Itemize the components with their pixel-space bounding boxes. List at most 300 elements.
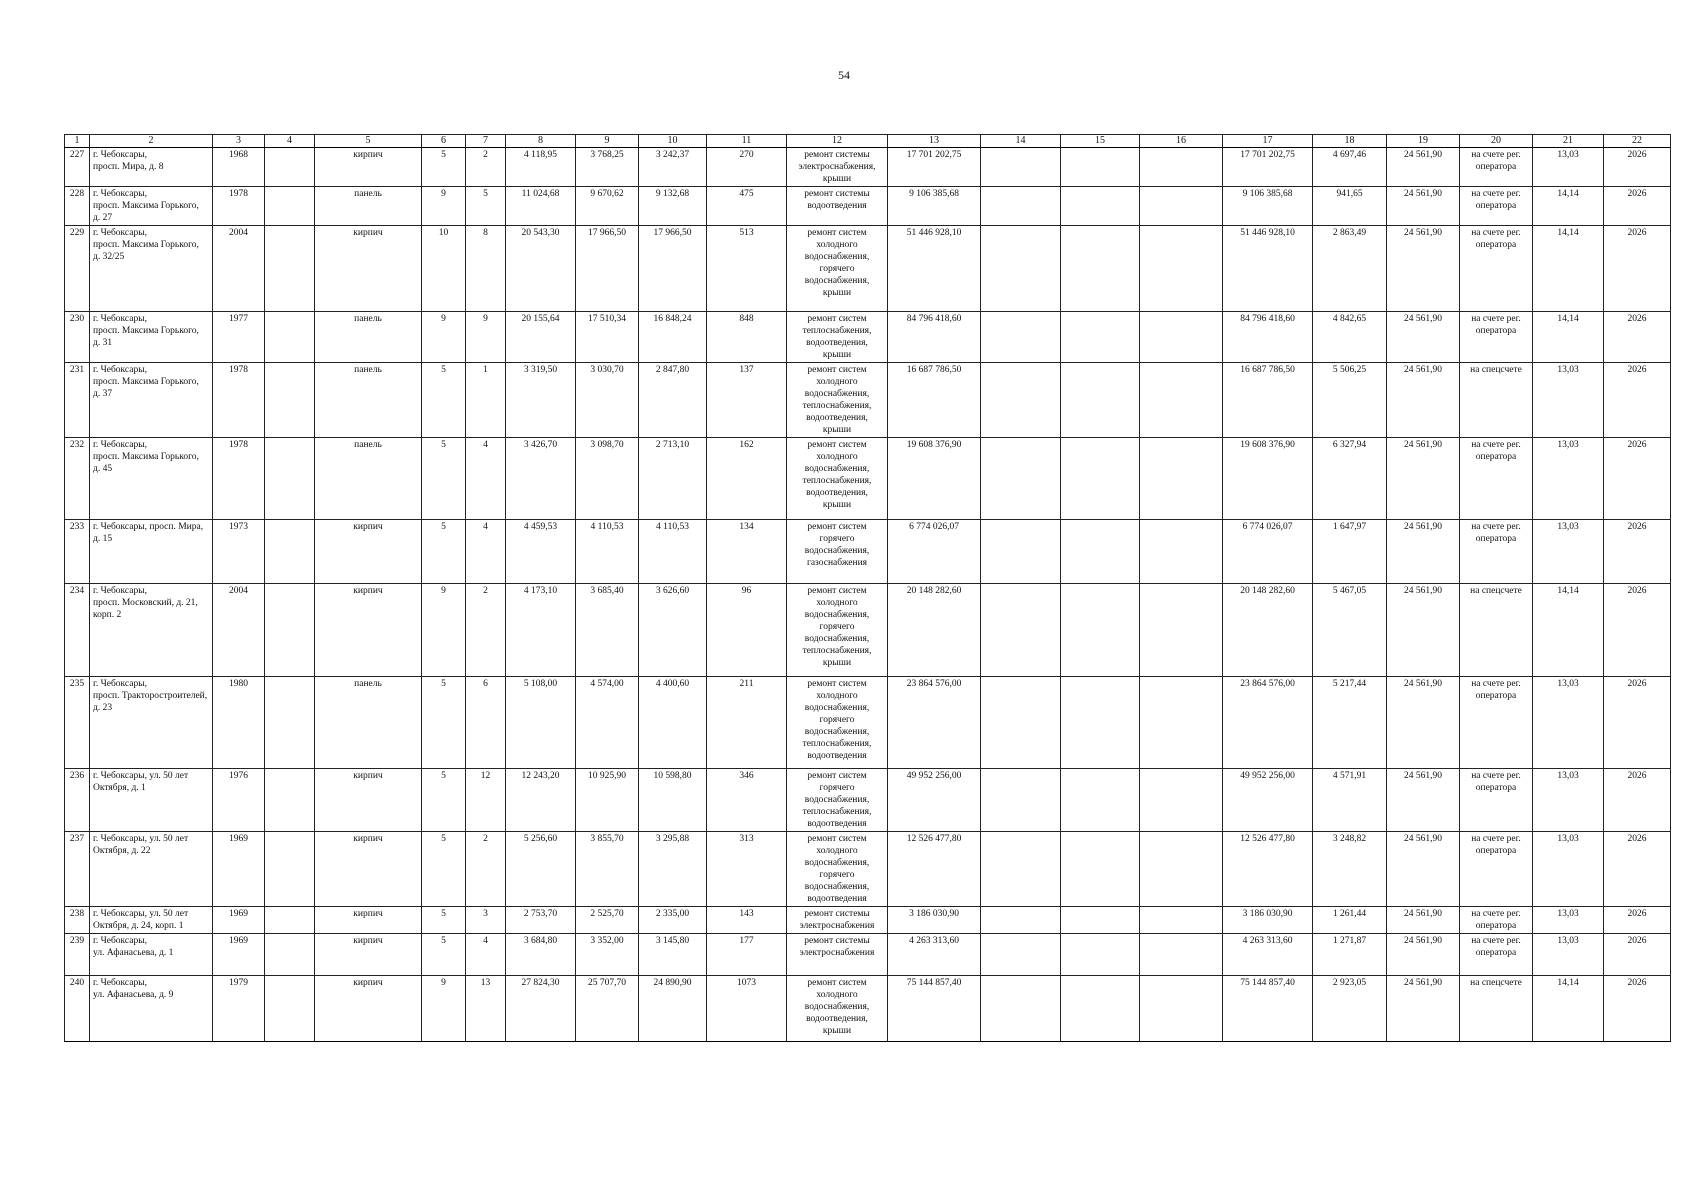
cell-col-12: ремонт системы электроснабжения	[787, 934, 888, 976]
cell-col-6: 5	[422, 907, 466, 934]
cell-col-21: 13,03	[1533, 438, 1604, 520]
cell-col-8: 4 459,53	[506, 520, 576, 584]
cell-col-8: 5 256,60	[506, 832, 576, 907]
cell-col-14	[981, 312, 1061, 363]
cell-col-11: 270	[707, 148, 787, 187]
cell-col-21: 14,14	[1533, 584, 1604, 677]
cell-col-17: 23 864 576,00	[1223, 677, 1313, 769]
cell-col-5: панель	[315, 677, 422, 769]
cell-col-4	[265, 832, 315, 907]
table-row	[65, 226, 1671, 312]
cell-col-4	[265, 312, 315, 363]
cell-col-17: 16 687 786,50	[1223, 363, 1313, 438]
cell-col-11: 346	[707, 769, 787, 832]
cell-col-20: на счете рег. оператора	[1460, 226, 1533, 312]
cell-col-16	[1140, 976, 1223, 1042]
cell-col-15	[1061, 226, 1140, 312]
cell-col-9: 10 925,90	[576, 769, 639, 832]
column-number-header	[65, 135, 1671, 148]
cell-col-21: 13,03	[1533, 832, 1604, 907]
cell-col-8: 4 118,95	[506, 148, 576, 187]
cell-col-4	[265, 520, 315, 584]
cell-col-22: 2026	[1604, 312, 1671, 363]
cell-col-10: 2 335,00	[639, 907, 707, 934]
cell-col-8: 20 543,30	[506, 226, 576, 312]
cell-col-18: 1 271,87	[1313, 934, 1387, 976]
cell-col-4	[265, 769, 315, 832]
cell-col-3: 1979	[213, 976, 265, 1042]
cell-col-10: 3 295,88	[639, 832, 707, 907]
cell-col-1: 234	[65, 584, 90, 677]
cell-col-7: 2	[466, 148, 506, 187]
cell-col-16	[1140, 934, 1223, 976]
cell-col-22: 2026	[1604, 520, 1671, 584]
cell-col-21: 13,03	[1533, 677, 1604, 769]
cell-col-17: 49 952 256,00	[1223, 769, 1313, 832]
column-header-21: 21	[1533, 135, 1604, 148]
cell-col-18: 4 842,65	[1313, 312, 1387, 363]
cell-col-14	[981, 832, 1061, 907]
cell-col-14	[981, 584, 1061, 677]
cell-col-5: панель	[315, 363, 422, 438]
cell-col-3: 1978	[213, 187, 265, 226]
cell-col-2: г. Чебоксары, ул. Афанасьева, д. 1	[90, 934, 213, 976]
cell-col-19: 24 561,90	[1387, 832, 1460, 907]
cell-col-2: г. Чебоксары, просп. Максима Горького, д. 45	[90, 438, 213, 520]
cell-col-13: 16 687 786,50	[888, 363, 981, 438]
cell-col-12: ремонт систем горячего водоснабжения, газоснабжения	[787, 520, 888, 584]
table-row	[65, 907, 1671, 934]
cell-col-15	[1061, 584, 1140, 677]
cell-col-15	[1061, 832, 1140, 907]
cell-col-16	[1140, 363, 1223, 438]
cell-col-1: 237	[65, 832, 90, 907]
cell-col-19: 24 561,90	[1387, 148, 1460, 187]
column-header-22: 22	[1604, 135, 1671, 148]
column-header-20: 20	[1460, 135, 1533, 148]
cell-col-9: 3 768,25	[576, 148, 639, 187]
cell-col-1: 228	[65, 187, 90, 226]
cell-col-14	[981, 976, 1061, 1042]
cell-col-17: 20 148 282,60	[1223, 584, 1313, 677]
capital-repair-table	[64, 134, 1671, 1042]
cell-col-2: г. Чебоксары, просп. Максима Горького, д. 27	[90, 187, 213, 226]
cell-col-15	[1061, 769, 1140, 832]
cell-col-1: 229	[65, 226, 90, 312]
cell-col-12: ремонт систем холодного водоснабжения, водоотведения, крыши	[787, 976, 888, 1042]
cell-col-5: кирпич	[315, 907, 422, 934]
cell-col-13: 84 796 418,60	[888, 312, 981, 363]
cell-col-15	[1061, 677, 1140, 769]
table-row	[65, 976, 1671, 1042]
cell-col-16	[1140, 226, 1223, 312]
cell-col-19: 24 561,90	[1387, 187, 1460, 226]
cell-col-5: панель	[315, 438, 422, 520]
cell-col-3: 1973	[213, 520, 265, 584]
cell-col-19: 24 561,90	[1387, 907, 1460, 934]
cell-col-20: на счете рег. оператора	[1460, 677, 1533, 769]
cell-col-1: 233	[65, 520, 90, 584]
cell-col-13: 51 446 928,10	[888, 226, 981, 312]
column-header-7: 7	[466, 135, 506, 148]
cell-col-14	[981, 363, 1061, 438]
column-header-15: 15	[1061, 135, 1140, 148]
cell-col-4	[265, 226, 315, 312]
cell-col-11: 475	[707, 187, 787, 226]
cell-col-12: ремонт систем холодного водоснабжения, теплоснабжения, водоотведения, крыши	[787, 438, 888, 520]
cell-col-12: ремонт системы электроснабжения, крыши	[787, 148, 888, 187]
cell-col-1: 239	[65, 934, 90, 976]
cell-col-11: 1073	[707, 976, 787, 1042]
cell-col-18: 6 327,94	[1313, 438, 1387, 520]
cell-col-12: ремонт систем холодного водоснабжения, горячего водоснабжения, водоотведения	[787, 832, 888, 907]
cell-col-17: 75 144 857,40	[1223, 976, 1313, 1042]
cell-col-11: 313	[707, 832, 787, 907]
cell-col-6: 5	[422, 832, 466, 907]
column-header-17: 17	[1223, 135, 1313, 148]
cell-col-17: 6 774 026,07	[1223, 520, 1313, 584]
cell-col-6: 9	[422, 187, 466, 226]
cell-col-22: 2026	[1604, 187, 1671, 226]
cell-col-3: 1976	[213, 769, 265, 832]
cell-col-2: г. Чебоксары, ул. 50 лет Октября, д. 22	[90, 832, 213, 907]
cell-col-22: 2026	[1604, 363, 1671, 438]
cell-col-7: 13	[466, 976, 506, 1042]
cell-col-14	[981, 934, 1061, 976]
cell-col-2: г. Чебоксары, ул. 50 лет Октября, д. 1	[90, 769, 213, 832]
cell-col-7: 4	[466, 438, 506, 520]
cell-col-10: 4 110,53	[639, 520, 707, 584]
cell-col-17: 17 701 202,75	[1223, 148, 1313, 187]
cell-col-5: кирпич	[315, 226, 422, 312]
cell-col-2: г. Чебоксары, просп. Максима Горького, д. 32/25	[90, 226, 213, 312]
cell-col-3: 1969	[213, 832, 265, 907]
cell-col-3: 1978	[213, 363, 265, 438]
column-header-13: 13	[888, 135, 981, 148]
cell-col-11: 137	[707, 363, 787, 438]
cell-col-1: 227	[65, 148, 90, 187]
cell-col-21: 13,03	[1533, 907, 1604, 934]
cell-col-18: 941,65	[1313, 187, 1387, 226]
cell-col-5: кирпич	[315, 832, 422, 907]
cell-col-20: на спецсчете	[1460, 976, 1533, 1042]
cell-col-11: 96	[707, 584, 787, 677]
cell-col-2: г. Чебоксары, ул. 50 лет Октября, д. 24, корп. 1	[90, 907, 213, 934]
cell-col-5: кирпич	[315, 148, 422, 187]
column-header-6: 6	[422, 135, 466, 148]
cell-col-20: на счете рег. оператора	[1460, 520, 1533, 584]
cell-col-16	[1140, 907, 1223, 934]
cell-col-11: 513	[707, 226, 787, 312]
cell-col-22: 2026	[1604, 677, 1671, 769]
cell-col-19: 24 561,90	[1387, 438, 1460, 520]
cell-col-1: 235	[65, 677, 90, 769]
cell-col-3: 2004	[213, 584, 265, 677]
cell-col-22: 2026	[1604, 769, 1671, 832]
cell-col-20: на спецсчете	[1460, 584, 1533, 677]
cell-col-16	[1140, 677, 1223, 769]
cell-col-19: 24 561,90	[1387, 934, 1460, 976]
cell-col-3: 1969	[213, 934, 265, 976]
table-row	[65, 312, 1671, 363]
cell-col-4	[265, 363, 315, 438]
cell-col-14	[981, 907, 1061, 934]
cell-col-22: 2026	[1604, 907, 1671, 934]
cell-col-13: 3 186 030,90	[888, 907, 981, 934]
cell-col-20: на счете рег. оператора	[1460, 934, 1533, 976]
cell-col-13: 75 144 857,40	[888, 976, 981, 1042]
cell-col-22: 2026	[1604, 148, 1671, 187]
cell-col-7: 4	[466, 520, 506, 584]
cell-col-2: г. Чебоксары, ул. Афанасьева, д. 9	[90, 976, 213, 1042]
cell-col-10: 9 132,68	[639, 187, 707, 226]
cell-col-21: 14,14	[1533, 187, 1604, 226]
column-header-16: 16	[1140, 135, 1223, 148]
column-header-12: 12	[787, 135, 888, 148]
cell-col-1: 230	[65, 312, 90, 363]
cell-col-20: на счете рег. оператора	[1460, 438, 1533, 520]
cell-col-13: 20 148 282,60	[888, 584, 981, 677]
cell-col-8: 4 173,10	[506, 584, 576, 677]
cell-col-7: 2	[466, 832, 506, 907]
cell-col-4	[265, 187, 315, 226]
cell-col-12: ремонт систем теплоснабжения, водоотведения, крыши	[787, 312, 888, 363]
cell-col-22: 2026	[1604, 584, 1671, 677]
table-body	[65, 148, 1671, 1042]
cell-col-13: 12 526 477,80	[888, 832, 981, 907]
cell-col-11: 848	[707, 312, 787, 363]
cell-col-18: 1 647,97	[1313, 520, 1387, 584]
cell-col-6: 5	[422, 677, 466, 769]
cell-col-4	[265, 934, 315, 976]
cell-col-5: кирпич	[315, 976, 422, 1042]
cell-col-13: 23 864 576,00	[888, 677, 981, 769]
cell-col-21: 13,03	[1533, 769, 1604, 832]
cell-col-10: 2 847,80	[639, 363, 707, 438]
cell-col-9: 3 855,70	[576, 832, 639, 907]
cell-col-5: кирпич	[315, 769, 422, 832]
cell-col-3: 1968	[213, 148, 265, 187]
cell-col-7: 9	[466, 312, 506, 363]
cell-col-17: 19 608 376,90	[1223, 438, 1313, 520]
cell-col-15	[1061, 907, 1140, 934]
cell-col-15	[1061, 976, 1140, 1042]
cell-col-10: 3 626,60	[639, 584, 707, 677]
cell-col-18: 5 217,44	[1313, 677, 1387, 769]
cell-col-9: 25 707,70	[576, 976, 639, 1042]
cell-col-9: 3 685,40	[576, 584, 639, 677]
cell-col-8: 3 426,70	[506, 438, 576, 520]
cell-col-11: 134	[707, 520, 787, 584]
cell-col-18: 4 571,91	[1313, 769, 1387, 832]
cell-col-12: ремонт системы электроснабжения	[787, 907, 888, 934]
cell-col-21: 14,14	[1533, 226, 1604, 312]
cell-col-19: 24 561,90	[1387, 584, 1460, 677]
cell-col-20: на счете рег. оператора	[1460, 312, 1533, 363]
column-header-14: 14	[981, 135, 1061, 148]
cell-col-22: 2026	[1604, 832, 1671, 907]
table-row	[65, 363, 1671, 438]
cell-col-6: 5	[422, 438, 466, 520]
column-header-5: 5	[315, 135, 422, 148]
cell-col-4	[265, 907, 315, 934]
cell-col-10: 16 848,24	[639, 312, 707, 363]
cell-col-17: 12 526 477,80	[1223, 832, 1313, 907]
cell-col-1: 238	[65, 907, 90, 934]
cell-col-16	[1140, 832, 1223, 907]
cell-col-15	[1061, 438, 1140, 520]
cell-col-18: 2 923,05	[1313, 976, 1387, 1042]
cell-col-11: 162	[707, 438, 787, 520]
cell-col-13: 17 701 202,75	[888, 148, 981, 187]
table-row	[65, 187, 1671, 226]
cell-col-10: 2 713,10	[639, 438, 707, 520]
table-row	[65, 934, 1671, 976]
capital-repair-table-sheet	[64, 134, 1671, 1042]
cell-col-15	[1061, 187, 1140, 226]
column-header-2: 2	[90, 135, 213, 148]
cell-col-16	[1140, 769, 1223, 832]
column-header-11: 11	[707, 135, 787, 148]
cell-col-17: 9 106 385,68	[1223, 187, 1313, 226]
cell-col-2: г. Чебоксары, просп. Мира, д. 8	[90, 148, 213, 187]
table-row	[65, 769, 1671, 832]
table-row	[65, 148, 1671, 187]
cell-col-2: г. Чебоксары, просп. Тракторостроителей, д. 23	[90, 677, 213, 769]
cell-col-7: 6	[466, 677, 506, 769]
cell-col-22: 2026	[1604, 226, 1671, 312]
cell-col-10: 10 598,80	[639, 769, 707, 832]
cell-col-4	[265, 976, 315, 1042]
cell-col-8: 5 108,00	[506, 677, 576, 769]
column-header-19: 19	[1387, 135, 1460, 148]
cell-col-8: 2 753,70	[506, 907, 576, 934]
cell-col-18: 5 467,05	[1313, 584, 1387, 677]
cell-col-5: панель	[315, 187, 422, 226]
cell-col-16	[1140, 187, 1223, 226]
cell-col-16	[1140, 584, 1223, 677]
cell-col-6: 9	[422, 312, 466, 363]
cell-col-14	[981, 520, 1061, 584]
cell-col-22: 2026	[1604, 934, 1671, 976]
cell-col-22: 2026	[1604, 438, 1671, 520]
cell-col-8: 12 243,20	[506, 769, 576, 832]
cell-col-10: 4 400,60	[639, 677, 707, 769]
cell-col-16	[1140, 520, 1223, 584]
cell-col-2: г. Чебоксары, просп. Московский, д. 21, корп. 2	[90, 584, 213, 677]
cell-col-15	[1061, 312, 1140, 363]
cell-col-13: 9 106 385,68	[888, 187, 981, 226]
cell-col-1: 236	[65, 769, 90, 832]
cell-col-7: 2	[466, 584, 506, 677]
cell-col-17: 4 263 313,60	[1223, 934, 1313, 976]
cell-col-15	[1061, 934, 1140, 976]
cell-col-12: ремонт систем горячего водоснабжения, теплоснабжения, водоотведения	[787, 769, 888, 832]
cell-col-14	[981, 187, 1061, 226]
cell-col-9: 9 670,62	[576, 187, 639, 226]
cell-col-11: 177	[707, 934, 787, 976]
cell-col-10: 24 890,90	[639, 976, 707, 1042]
cell-col-8: 3 684,80	[506, 934, 576, 976]
table-row	[65, 438, 1671, 520]
cell-col-6: 5	[422, 934, 466, 976]
column-header-8: 8	[506, 135, 576, 148]
column-header-4: 4	[265, 135, 315, 148]
cell-col-9: 17 966,50	[576, 226, 639, 312]
cell-col-12: ремонт систем холодного водоснабжения, теплоснабжения, водоотведения, крыши	[787, 363, 888, 438]
cell-col-6: 9	[422, 976, 466, 1042]
cell-col-21: 13,03	[1533, 148, 1604, 187]
cell-col-15	[1061, 363, 1140, 438]
cell-col-12: ремонт систем холодного водоснабжения, горячего водоснабжения, теплоснабжения, водоотведения	[787, 677, 888, 769]
cell-col-11: 143	[707, 907, 787, 934]
cell-col-2: г. Чебоксары, просп. Максима Горького, д. 37	[90, 363, 213, 438]
cell-col-11: 211	[707, 677, 787, 769]
cell-col-21: 14,14	[1533, 976, 1604, 1042]
cell-col-6: 5	[422, 520, 466, 584]
cell-col-18: 5 506,25	[1313, 363, 1387, 438]
cell-col-21: 13,03	[1533, 520, 1604, 584]
cell-col-3: 2004	[213, 226, 265, 312]
cell-col-7: 5	[466, 187, 506, 226]
cell-col-19: 24 561,90	[1387, 226, 1460, 312]
table-row	[65, 584, 1671, 677]
column-header-9: 9	[576, 135, 639, 148]
cell-col-18: 2 863,49	[1313, 226, 1387, 312]
cell-col-18: 1 261,44	[1313, 907, 1387, 934]
cell-col-5: кирпич	[315, 520, 422, 584]
cell-col-19: 24 561,90	[1387, 976, 1460, 1042]
cell-col-9: 4 110,53	[576, 520, 639, 584]
cell-col-4	[265, 677, 315, 769]
cell-col-13: 19 608 376,90	[888, 438, 981, 520]
cell-col-20: на счете рег. оператора	[1460, 187, 1533, 226]
cell-col-20: на спецсчете	[1460, 363, 1533, 438]
cell-col-3: 1978	[213, 438, 265, 520]
cell-col-8: 20 155,64	[506, 312, 576, 363]
cell-col-10: 3 242,37	[639, 148, 707, 187]
cell-col-16	[1140, 148, 1223, 187]
cell-col-6: 9	[422, 584, 466, 677]
cell-col-14	[981, 677, 1061, 769]
cell-col-7: 12	[466, 769, 506, 832]
cell-col-17: 84 796 418,60	[1223, 312, 1313, 363]
cell-col-20: на счете рег. оператора	[1460, 769, 1533, 832]
cell-col-13: 4 263 313,60	[888, 934, 981, 976]
cell-col-7: 8	[466, 226, 506, 312]
cell-col-4	[265, 438, 315, 520]
cell-col-2: г. Чебоксары, просп. Мира, д. 15	[90, 520, 213, 584]
cell-col-17: 3 186 030,90	[1223, 907, 1313, 934]
cell-col-20: на счете рег. оператора	[1460, 148, 1533, 187]
cell-col-15	[1061, 148, 1140, 187]
cell-col-22: 2026	[1604, 976, 1671, 1042]
cell-col-3: 1969	[213, 907, 265, 934]
cell-col-19: 24 561,90	[1387, 677, 1460, 769]
cell-col-14	[981, 226, 1061, 312]
cell-col-14	[981, 148, 1061, 187]
cell-col-4	[265, 148, 315, 187]
cell-col-3: 1980	[213, 677, 265, 769]
cell-col-16	[1140, 312, 1223, 363]
cell-col-10: 17 966,50	[639, 226, 707, 312]
cell-col-1: 240	[65, 976, 90, 1042]
cell-col-8: 27 824,30	[506, 976, 576, 1042]
cell-col-14	[981, 769, 1061, 832]
cell-col-6: 5	[422, 148, 466, 187]
cell-col-20: на счете рег. оператора	[1460, 907, 1533, 934]
cell-col-9: 17 510,34	[576, 312, 639, 363]
